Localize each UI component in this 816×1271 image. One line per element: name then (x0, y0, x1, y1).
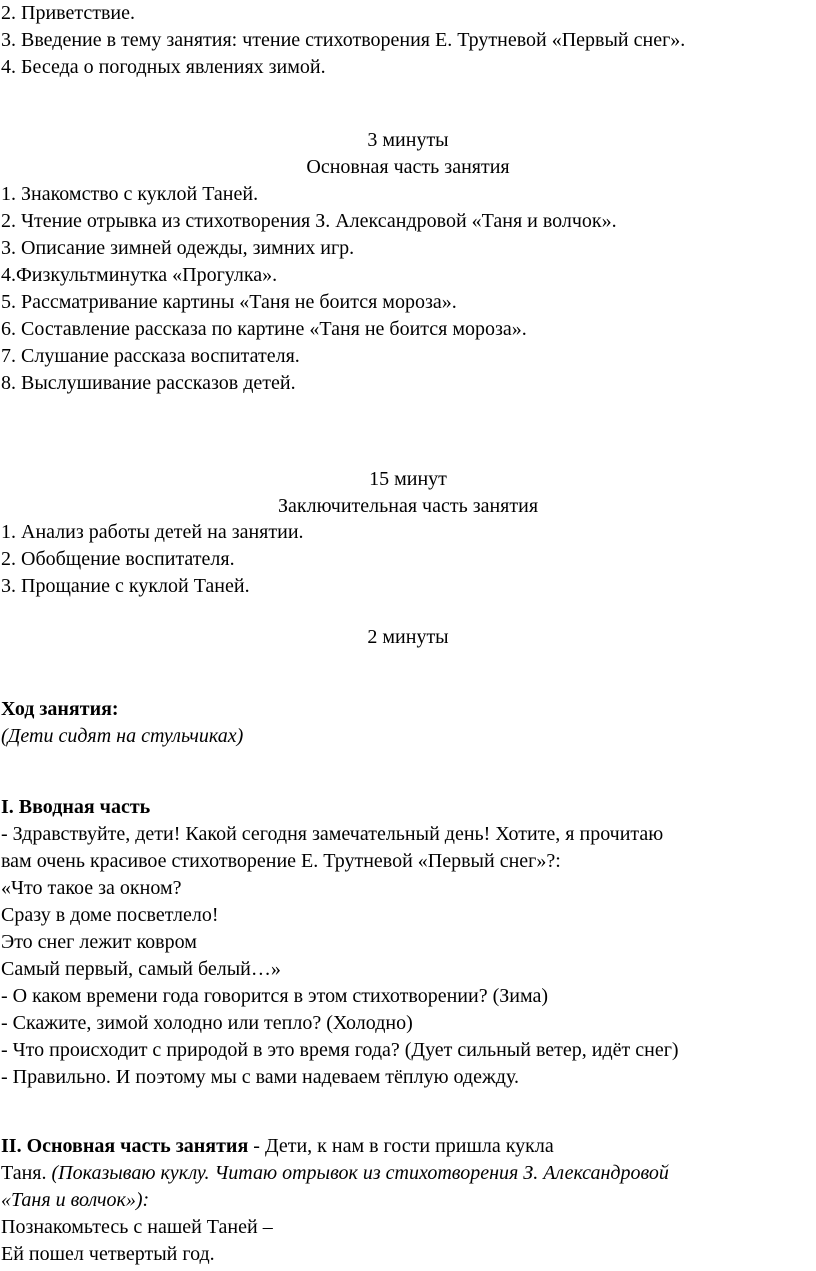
section1-line: вам очень красивое стихотворение Е. Трутневой «Первый снег»?: (1, 850, 561, 872)
poem-line: Сразу в доме посветлело! (1, 904, 219, 926)
section2-stage-direction: (Показываю куклу. Читаю отрывок из стихотворения З. Александровой (46, 1162, 669, 1184)
intro-list-item: 2. Приветствие. (1, 2, 135, 24)
intro-duration: 3 минуты (367, 129, 449, 151)
main-list-item: 6. Составление рассказа по картине «Таня не боится мороза». (1, 318, 527, 340)
final-list-item: 3. Прощание с куклой Таней. (1, 575, 250, 597)
main-list-item: 7. Слушание рассказа воспитателя. (1, 345, 300, 367)
course-note: (Дети сидят на стульчиках) (1, 725, 244, 747)
section1-line: - Правильно. И поэтому мы с вами надеваем тёплую одежду. (1, 1066, 519, 1088)
final-duration: 2 минуты (367, 626, 449, 648)
section1-line: - Здравствуйте, дети! Какой сегодня замечательный день! Хотите, я прочитаю (1, 823, 664, 845)
intro-list-item: 3. Введение в тему занятия: чтение стихотворения Е. Трутневой «Первый снег». (1, 29, 686, 51)
poem-line: Ей пошел четвертый год. (1, 1243, 215, 1265)
section2-heading: II. Основная часть занятия (1, 1135, 249, 1157)
course-heading: Ход занятия: (1, 698, 119, 720)
poem-line: «Что такое за окном? (1, 877, 182, 899)
main-list-item: 1. Знакомство с куклой Таней. (1, 183, 259, 205)
poem-line: Познакомьтесь с нашей Таней – (1, 1216, 273, 1238)
section2-text: Таня. (1, 1162, 47, 1184)
section2-first-line (1, 1133, 554, 1160)
main-list-item: 5. Рассматривание картины «Таня не боится мороза». (1, 291, 457, 313)
section1-line: - О каком времени года говорится в этом стихотворении? (Зима) (1, 985, 549, 1007)
main-list-item: 2. Чтение отрывка из стихотворения З. Александровой «Таня и волчок». (1, 210, 617, 232)
section2-stage-direction: «Таня и волчок»): (1, 1189, 150, 1211)
section1-line: - Скажите, зимой холодно или тепло? (Холодно) (1, 1012, 413, 1034)
main-list-item: 4.Физкультминутка «Прогулка». (1, 264, 278, 286)
section2-text: - Дети, к нам в гости пришла кукла (248, 1135, 554, 1157)
section1-line: - Что происходит с природой в это время года? (Дует сильный ветер, идёт снег) (1, 1039, 679, 1061)
poem-line: Самый первый, самый белый…» (1, 958, 281, 980)
main-list-item: 3. Описание зимней одежды, зимних игр. (1, 237, 355, 259)
final-part-title: Заключительная часть занятия (277, 495, 539, 517)
poem-line: Это снег лежит ковром (1, 931, 197, 953)
main-duration: 15 минут (369, 468, 447, 490)
main-part-title: Основная часть занятия (306, 156, 510, 178)
section1-heading: I. Вводная часть (1, 796, 151, 818)
section2-second-line (1, 1160, 669, 1187)
main-list-item: 8. Выслушивание рассказов детей. (1, 372, 296, 394)
final-list-item: 1. Анализ работы детей на занятии. (1, 521, 304, 543)
intro-list-item: 4. Беседа о погодных явлениях зимой. (1, 56, 326, 78)
final-list-item: 2. Обобщение воспитателя. (1, 548, 235, 570)
